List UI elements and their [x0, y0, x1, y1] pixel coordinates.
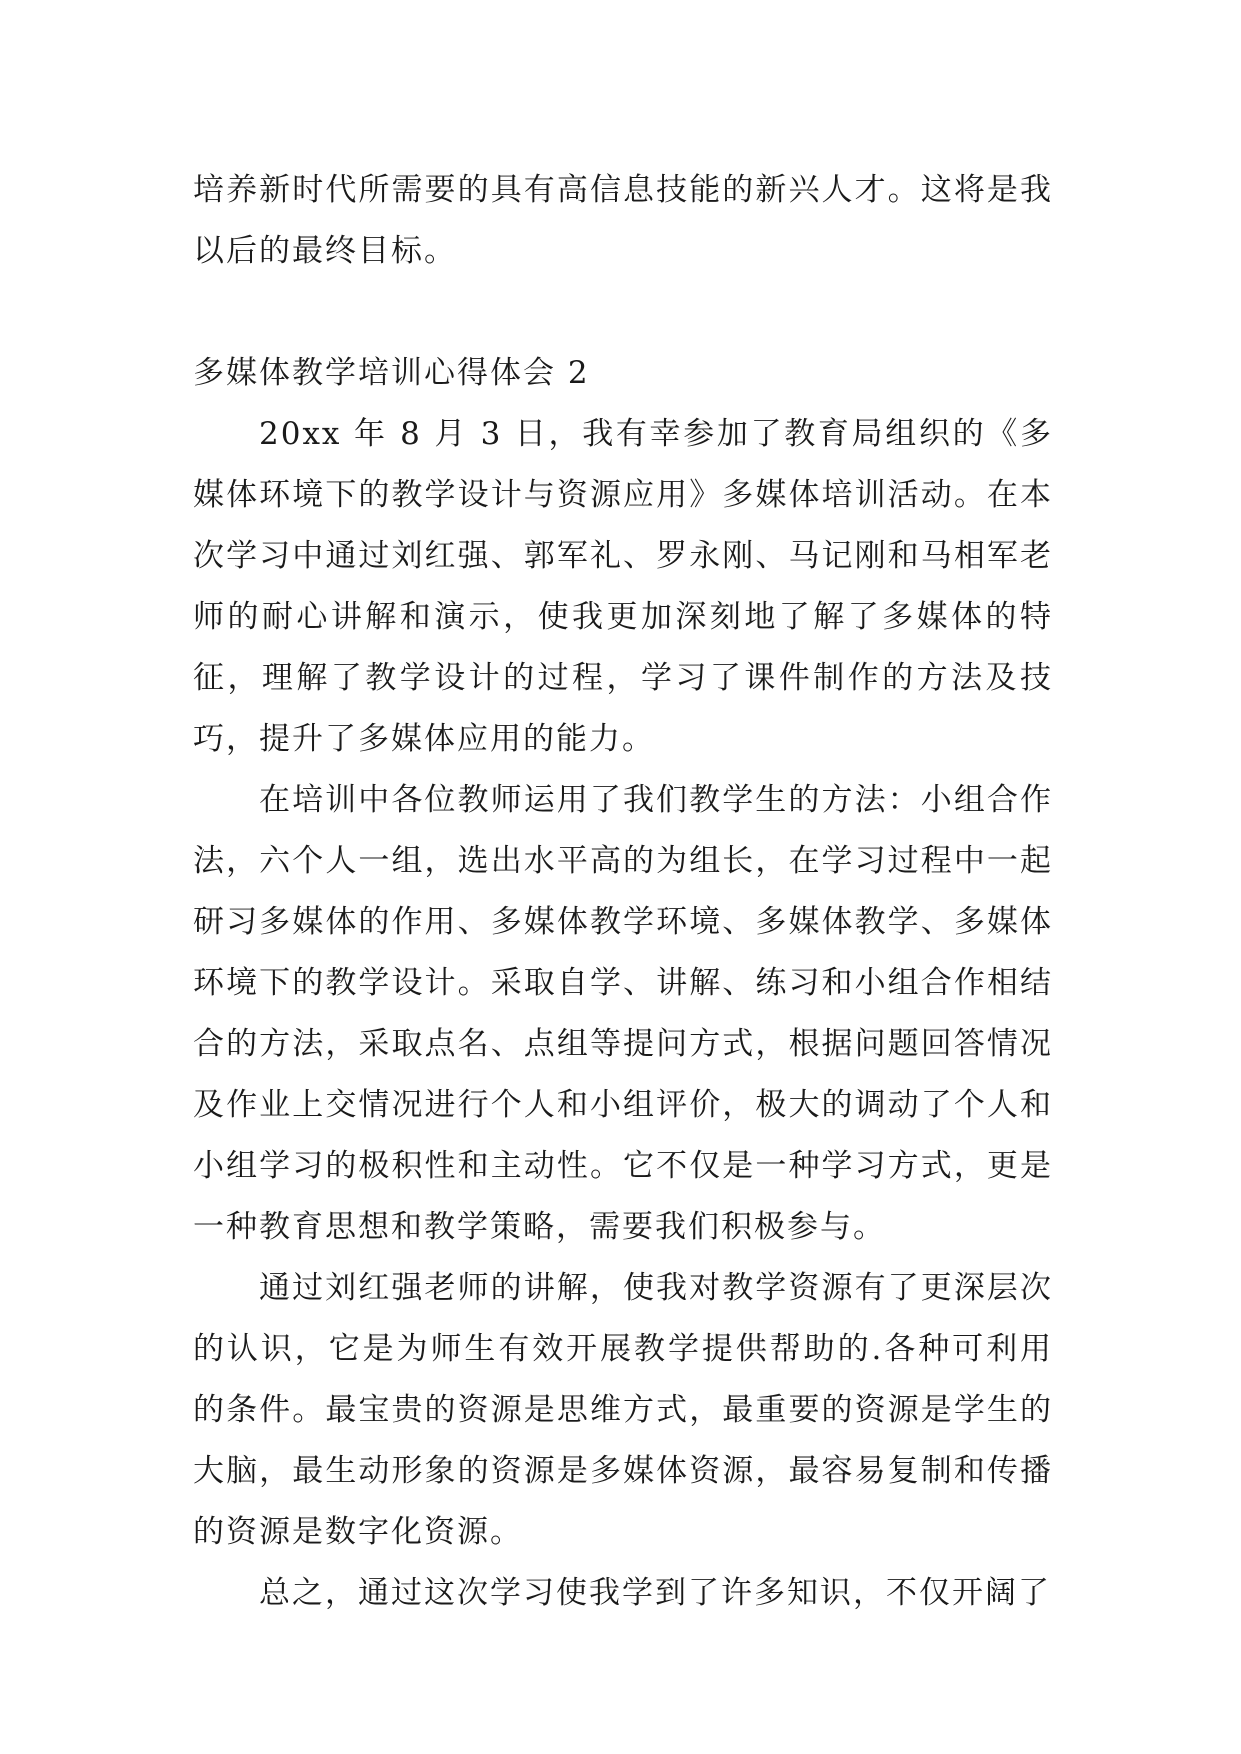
body-paragraph-4: 总之，通过这次学习使我学到了许多知识，不仅开阔了: [259, 1575, 1051, 1611]
section-heading: 多媒体教学培训心得体会 2: [193, 355, 590, 391]
body-paragraph-3: 通过刘红强老师的讲解，使我对教学资源有了更深层次的认识，它是为师生有效开展教学提供帮助的.各种可利用的条件。最宝贵的资源是思维方式，最重要的资源是学生的大脑，最生动形象的资源是多媒体资源，最容易复制和传播的资源是数字化资源。: [193, 1270, 1053, 1550]
body-paragraph-2: 在培训中各位教师运用了我们教学生的方法：小组合作法，六个人一组，选出水平高的为组长，在学习过程中一起研习多媒体的作用、多媒体教学环境、多媒体教学、多媒体环境下的教学设计。采取自学、讲解、练习和小组合作相结合的方法，采取点名、点组等提问方式，根据问题回答情况及作业上交情况进行个人和小组评价，极大的调动了个人和小组学习的极积性和主动性。它不仅是一种学习方式，更是一种教育思想和教学策略，需要我们积极参与。: [193, 782, 1053, 1245]
continued-paragraph: 培养新时代所需要的具有高信息技能的新兴人才。这将是我以后的最终目标。: [193, 172, 1053, 269]
body-paragraph-1: 20xx 年 8 月 3 日，我有幸参加了教育局组织的《多媒体环境下的教学设计与资源应用》多媒体培训活动。在本次学习中通过刘红强、郭军礼、罗永刚、马记刚和马相军老师的耐心讲解和演示，使我更加深刻地了解了多媒体的特征，理解了教学设计的过程，学习了课件制作的方法及技巧，提升了多媒体应用的能力。: [193, 416, 1053, 757]
document-body: [193, 160, 1053, 1624]
